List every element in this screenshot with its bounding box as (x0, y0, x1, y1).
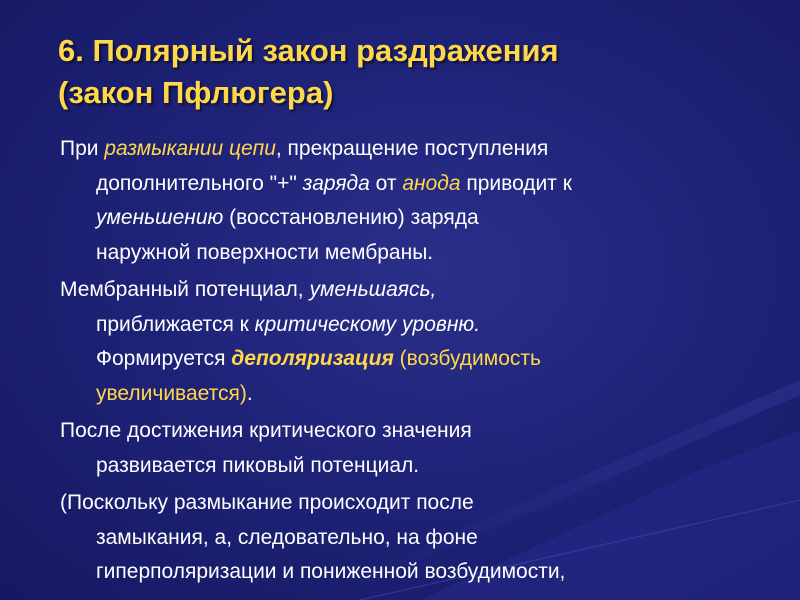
paragraph-2 (60, 273, 780, 411)
paragraph-2-line-3 (60, 342, 780, 377)
title-line-1: 6. Полярный закон раздражения (58, 33, 559, 68)
paragraph-3-line-1: После достижения критического значения (60, 419, 472, 442)
paragraph-4-line-2: замыкания, а, следовательно, на фоне (96, 525, 478, 549)
paragraph-4-line-1: (Поскольку размыкание происходит после (60, 491, 474, 514)
paragraph-1-line-4: наружной поверхности мембраны. (96, 240, 434, 264)
text-span: При (60, 137, 105, 160)
highlight-span: анода (402, 171, 461, 195)
title-line-2: (закон Пфлюгера) (58, 75, 334, 110)
text-span: Мембранный потенциал, (60, 278, 310, 301)
paragraph-1-line-2 (60, 167, 780, 202)
text-span: дополнительного "+" (96, 171, 303, 195)
highlight-span: (возбудимость (393, 347, 541, 370)
paragraph-1-line-1 (60, 132, 780, 167)
highlight-span: увеличивается) (96, 381, 247, 405)
paragraph-2-line-4 (60, 377, 780, 412)
text-span: , прекращение поступления (275, 137, 549, 160)
italic-span: заряда (302, 171, 370, 195)
paragraph-1-line-3 (60, 201, 780, 236)
highlight-span: размыкании цепи (104, 137, 276, 160)
paragraph-3-line-2: развивается пиковый потенциал. (96, 453, 420, 477)
italic-span: критическому уровню. (254, 312, 481, 336)
italic-span: уменьшаясь, (309, 278, 437, 301)
text-span: Формируется (96, 347, 232, 370)
text-span: от (369, 171, 403, 195)
text-span: (восстановлению) заряда (223, 206, 479, 229)
slide-title (58, 30, 758, 114)
paragraph-1 (60, 132, 780, 270)
text-span: . (246, 381, 253, 405)
slide-body (60, 132, 780, 593)
text-span: приближается к (96, 312, 255, 336)
paragraph-2-line-2 (60, 308, 780, 343)
paragraph-4 (60, 486, 780, 590)
italic-span: уменьшению (96, 206, 224, 229)
paragraph-2-line-1 (60, 273, 780, 308)
paragraph-4-line-3: гиперполяризации и пониженной возбудимости, (96, 560, 566, 583)
paragraph-3 (60, 414, 780, 483)
highlight-span: деполяризация (231, 347, 394, 370)
text-span: приводит к (460, 171, 572, 195)
